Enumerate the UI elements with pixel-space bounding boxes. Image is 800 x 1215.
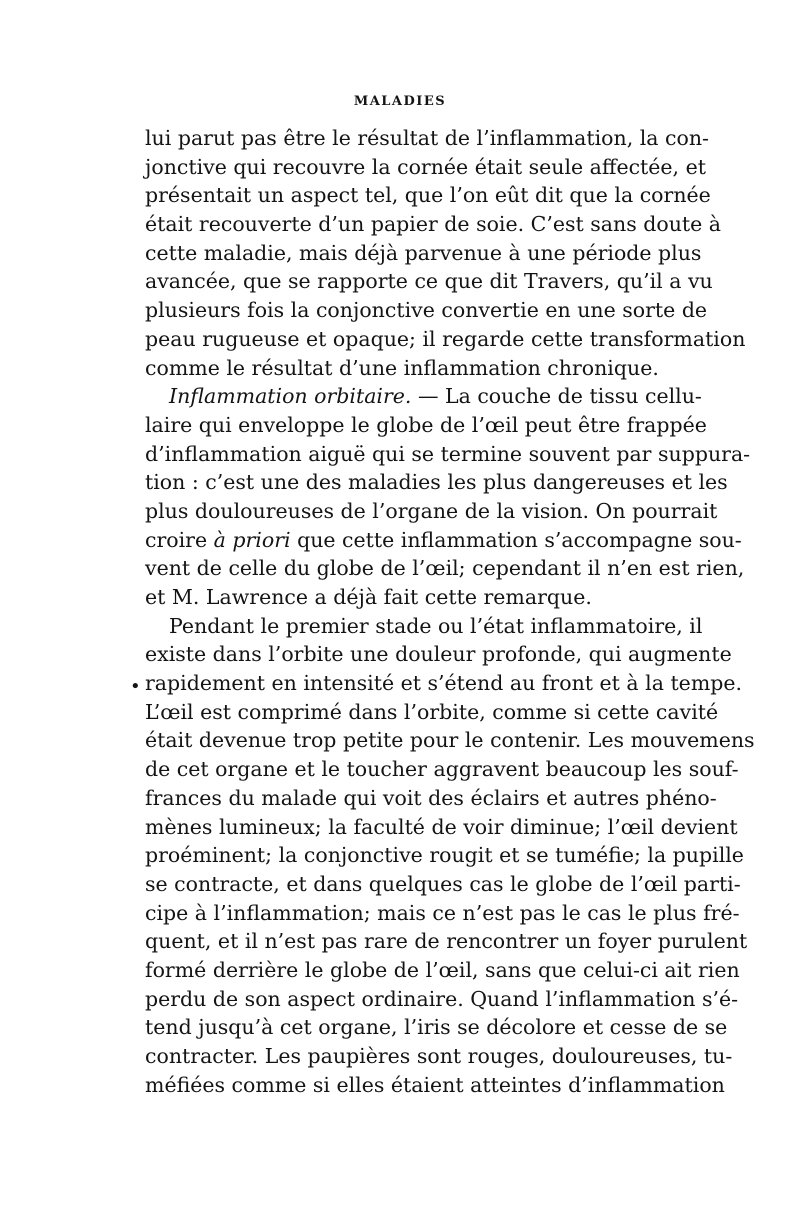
text-line	[145, 985, 739, 1014]
text-line	[145, 583, 655, 612]
running-head: MALADIES	[353, 94, 447, 109]
text-line	[145, 1071, 725, 1100]
text-segment: contracter. Les paupières sont rouges, douloureuses, tu-	[145, 1044, 733, 1068]
text-line	[145, 526, 742, 555]
text-line	[145, 382, 702, 411]
text-segment: L’œil est comprimé dans l’orbite, comme si cette cavité	[145, 699, 719, 724]
text-segment: était devenue trop petite pour le contenir. Les mouvemens	[145, 728, 755, 753]
text-line	[145, 841, 744, 870]
text-line	[145, 296, 708, 325]
text-line	[145, 612, 703, 641]
text-segment: Pendant le premier stade ou l’état inflammatoire, il	[169, 613, 703, 638]
text-segment: — La couche de tissu cellu-	[411, 384, 702, 409]
text-line	[145, 124, 709, 153]
text-segment: cipe à l’inflammation; mais ce n’est pas le cas le plus fré-	[145, 900, 740, 925]
text-line	[145, 669, 743, 698]
text-line	[145, 1013, 728, 1042]
italic-text: à priori	[213, 527, 291, 552]
text-segment: mènes lumineux; la faculté de voir diminue; l’œil devient	[145, 814, 738, 839]
text-segment: perdu de son aspect ordinaire. Quand l’inflammation s’é-	[145, 986, 739, 1011]
text-line	[145, 440, 751, 469]
text-line	[145, 554, 745, 583]
text-segment: que cette inflammation s’accompagne sou-	[290, 527, 742, 552]
text-line	[145, 239, 702, 268]
text-segment: formé derrière le globe de l’œil, sans que celui-ci ait rien	[145, 957, 740, 982]
text-segment: frances du malade qui voit des éclairs et autres phéno-	[145, 785, 717, 810]
text-segment: tion : c’est une des maladies les plus dangereuses et les	[145, 470, 728, 495]
text-line	[145, 784, 717, 813]
text-segment: peau rugueuse et opaque; il regarde cette transformation	[145, 326, 746, 351]
text-segment: lui parut pas être le résultat de l’inflammation, la con-	[145, 126, 709, 150]
text-segment: existe dans l’orbite une douleur profonde, qui augmente	[145, 642, 732, 667]
text-line	[145, 698, 719, 727]
text-line	[145, 411, 707, 440]
text-segment: était recouverte d’un papier de soie. C’est sans doute à	[145, 212, 722, 237]
text-line	[145, 870, 741, 899]
text-segment: laire qui enveloppe le globe de l’œil peut être frappée	[145, 412, 707, 437]
text-segment: d’inflammation aiguë qui se termine souvent par suppura-	[145, 441, 751, 466]
text-segment: et M. Lawrence a déjà fait cette remarque.	[145, 585, 592, 609]
italic-text: Inflammation orbitaire.	[169, 384, 412, 409]
text-line	[145, 497, 718, 526]
text-line	[145, 726, 755, 755]
text-line	[145, 468, 728, 497]
text-line	[145, 325, 746, 354]
text-line	[145, 181, 711, 210]
text-segment: proéminent; la conjonctive rougit et se tuméfie; la pupille	[145, 843, 744, 868]
text-line	[145, 755, 739, 784]
text-line	[145, 899, 740, 928]
text-segment: tend jusqu’à cet organe, l’iris se décolore et cesse de se	[145, 1015, 728, 1040]
text-segment: vent de celle du globe de l’œil; cependant il n’en est rien,	[145, 556, 745, 581]
text-segment: méfiées comme si elles étaient atteintes d’inflammation	[145, 1072, 725, 1097]
text-segment: rapidement en intensité et s’étend au front et à la tempe.	[145, 671, 743, 696]
text-segment: avancée, que se rapporte ce que dit Travers, qu’il a vu	[145, 269, 713, 294]
margin-mark: •	[130, 676, 141, 697]
text-segment: se contracte, et dans quelques cas le globe de l’œil parti-	[145, 871, 741, 896]
text-line	[145, 210, 722, 239]
body-text	[145, 124, 755, 1099]
text-line	[145, 640, 732, 669]
text-segment: présentait un aspect tel, que l’on eût dit que la cornée	[145, 183, 711, 208]
text-segment: plus douloureuses de l’organe de la vision. On pourrait	[145, 498, 718, 523]
text-segment: plusieurs fois la conjonctive convertie en une sorte de	[145, 298, 708, 323]
text-segment: cette maladie, mais déjà parvenue à une période plus	[145, 240, 702, 265]
text-segment: de cet organe et le toucher aggravent beaucoup les souf-	[145, 757, 739, 782]
text-line	[145, 813, 738, 842]
text-line	[145, 1042, 733, 1071]
text-line	[145, 153, 706, 182]
text-segment: comme le résultat d’une inflammation chronique.	[145, 355, 659, 380]
text-line	[145, 267, 713, 296]
text-line	[145, 956, 740, 985]
text-segment: quent, et il n’est pas rare de rencontrer un foyer purulent	[145, 929, 748, 954]
text-line	[145, 927, 748, 956]
text-line	[145, 354, 659, 383]
text-segment: croire	[145, 527, 214, 552]
text-segment: jonctive qui recouvre la cornée était seule affectée, et	[145, 154, 706, 179]
